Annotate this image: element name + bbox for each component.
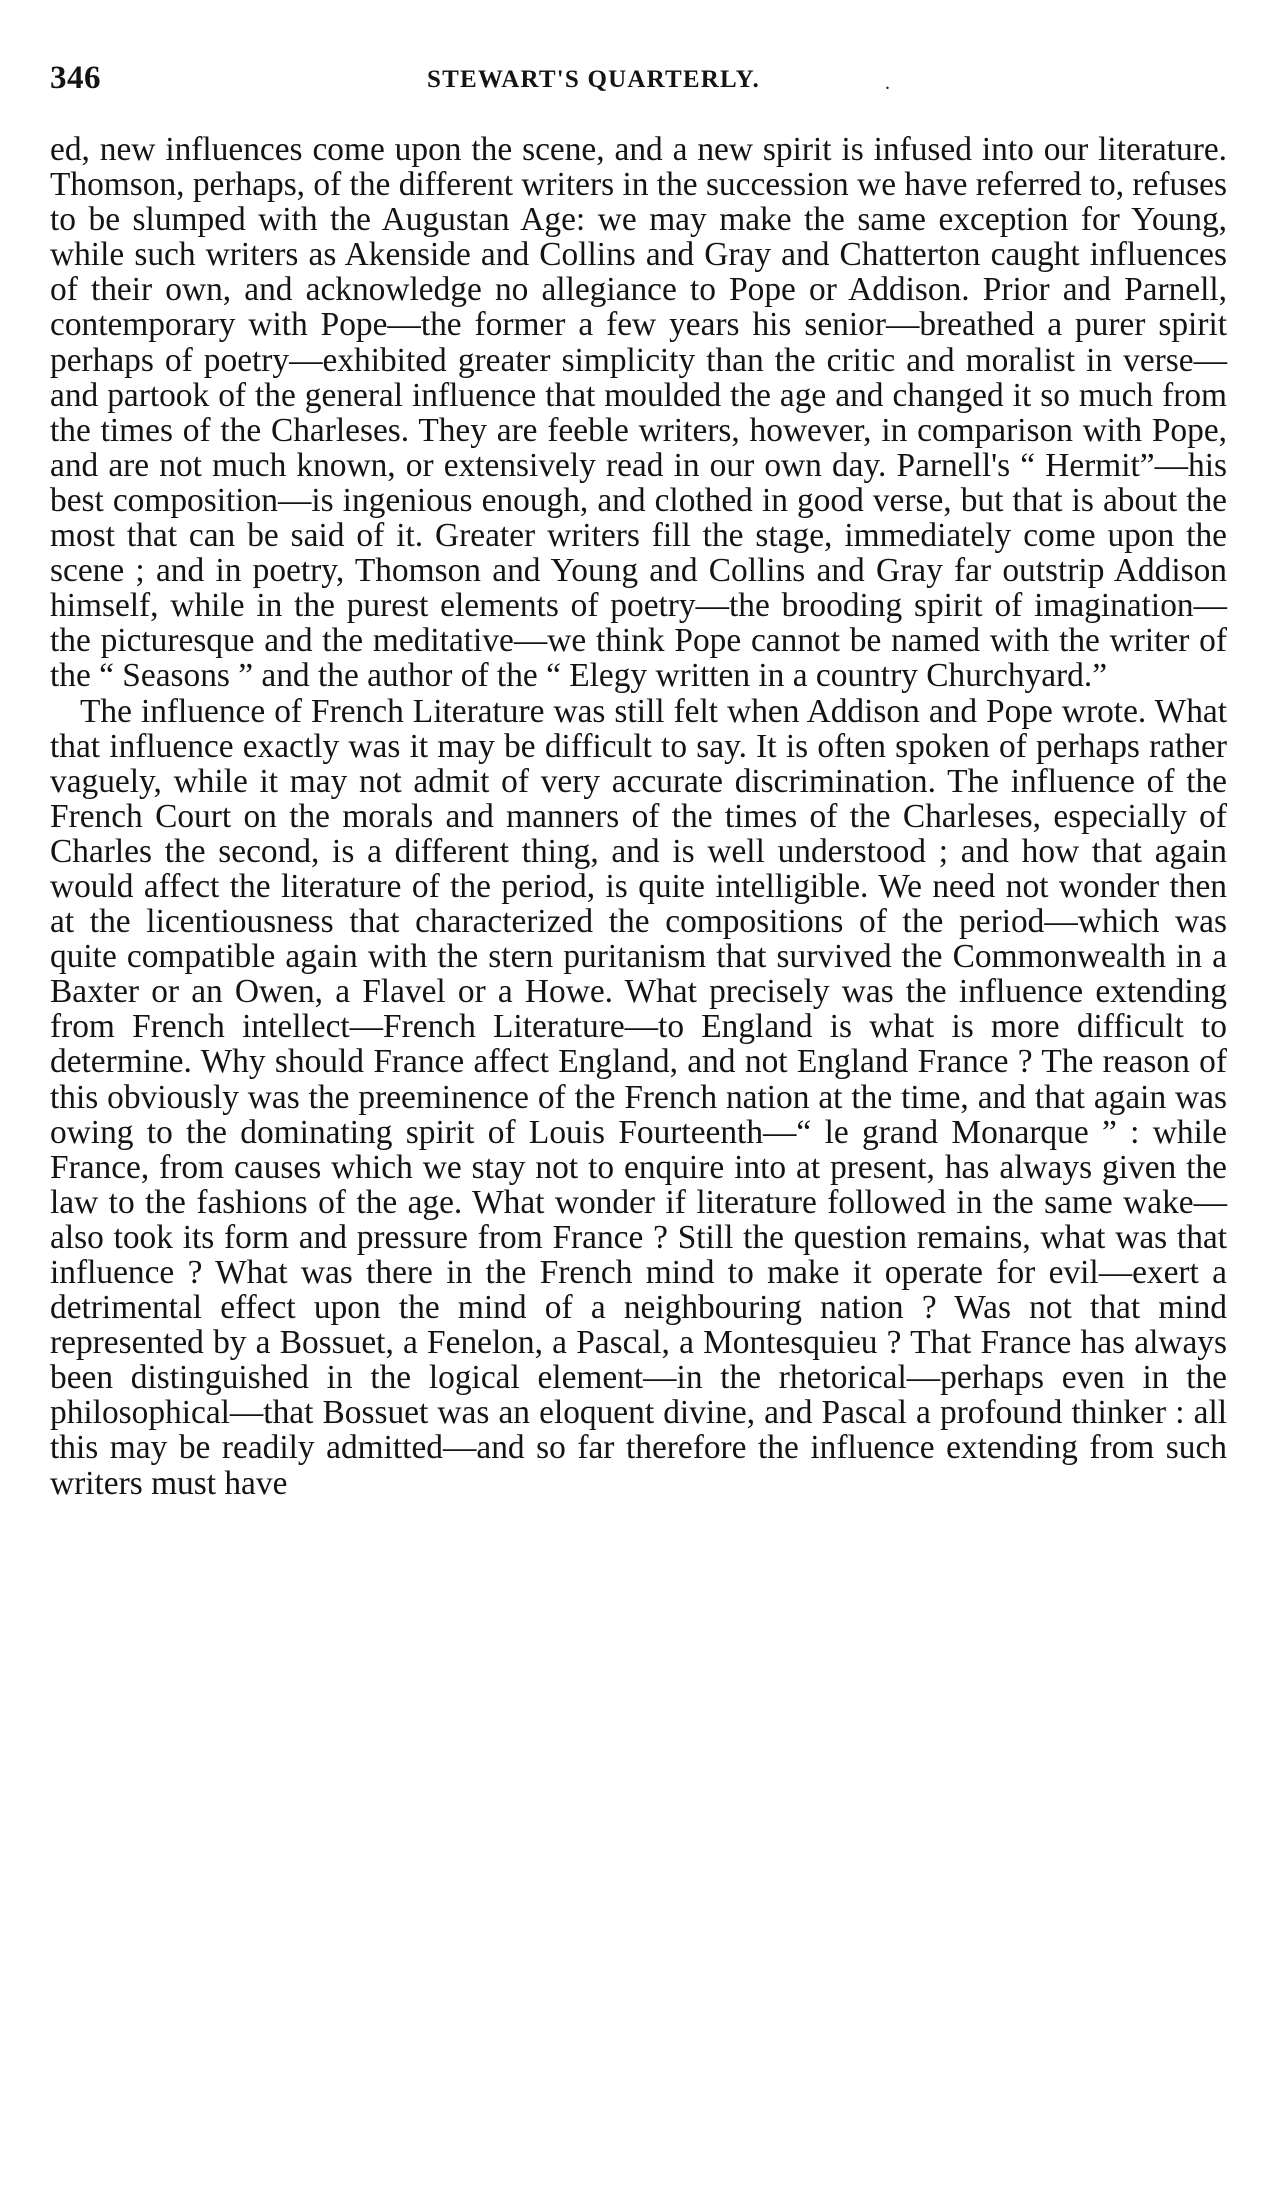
paragraph-french-influence: The influence of French Literature was still felt when Addison and Pope wrote. What that influence exactly was it may be difficult to say. It is often spoken of perhaps rather vaguely, while it may not admit of very accurate discrimination. The influence of the French Court on the morals and manners of the times of the Charleses, especially of Charles the second, is a different thing, and is well understood ; and how that again would affect the literature of the period, is quite intelligible. We need not wonder then at the licentiousness that characterized the compositions of the period—which was quite compatible again with the stern puritanism that survived the Commonwealth in a Baxter or an Owen, a Flavel or a Howe. What precisely was the influence extending from French intellect—French Literature—to England is what is more difficult to determine. Why should France affect England, and not England France ? The reason of this obviously was the preeminence of the French nation at the time, and that again was owing to the dominating spirit of Louis Fourteenth—“ le grand Monarque ” : while France, from causes which we stay not to enquire into at present, has always given the law to the fashions of the age. What wonder if literature followed in the same wake—also took its form and pressure from France ? Still the question remains, what was that influence ? What was there in the French mind to make it operate for evil—exert a detrimental effect upon the mind of a neighbouring nation ? Was not that mind represented by a Bossuet, a Fenelon, a Pascal, a Montesquieu ? That France has always been distinguished in the logical element—in the rhetorical—perhaps even in the philosophical—that Bossuet was an eloquent divine, and Pascal a profound thinker : all this may be readily admitted—and so far therefore the influence extending from such writers must have: [50, 692, 1227, 1502]
running-title: STEWART'S QUARTERLY.: [427, 66, 761, 93]
header-mark: .: [885, 72, 890, 94]
page-header: [50, 60, 1227, 108]
page-number: 346: [50, 60, 101, 96]
body-text: [50, 132, 1227, 1501]
paragraph-continued: ed, new influences come upon the scene, and a new spirit is infused into our literature. Thomson, perhaps, of the different writers in the succession we have referred to, refuses to be slumped with the Augustan Age: we may make the same exception for Young, while such writers as Akenside and Collins and Gray and Chatterton caught influences of their own, and acknowledge no allegiance to Pope or Addison. Prior and Parnell, contemporary with Pope—the former a few years his senior—breathed a purer spirit perhaps of poetry—exhibited greater simplicity than the critic and moralist in verse—and partook of the general influence that moulded the age and changed it so much from the times of the Charleses. They are feeble writers, however, in comparison with Pope, and are not much known, or extensively read in our own day. Parnell's “ Hermit”—his best composition—is ingenious enough, and clothed in good verse, but that is about the most that can be said of it. Greater writers fill the stage, immediately come upon the scene ; and in poetry, Thomson and Young and Collins and Gray far outstrip Addison himself, while in the purest elements of poetry—the brooding spirit of imagination—the picturesque and the meditative—we think Pope cannot be named with the writer of the “ Seasons ” and the author of the “ Elegy written in a country Churchyard.”: [50, 131, 1227, 695]
